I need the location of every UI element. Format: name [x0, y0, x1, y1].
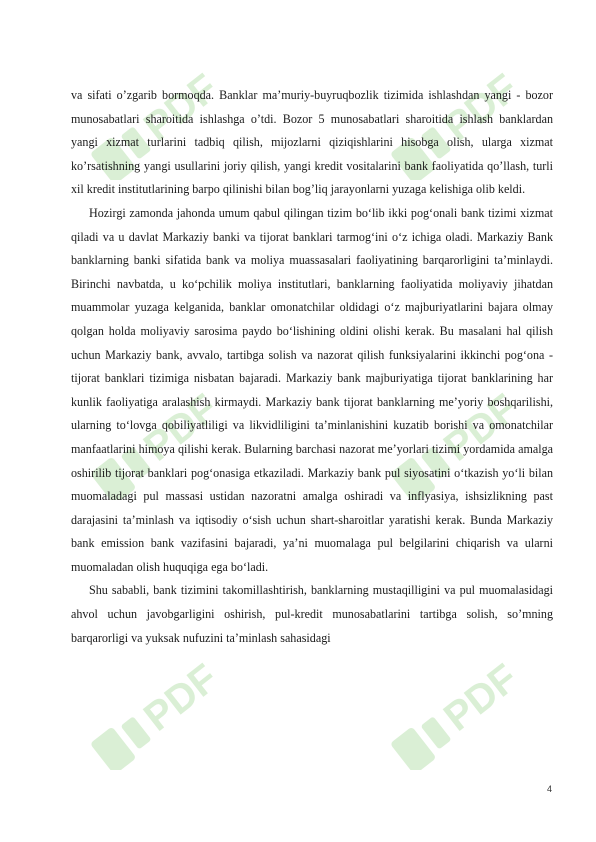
paragraph-1: va sifati o’zgarib bormoqda. Banklar ma’muriy-buyruqbozlik tizimida ishlashdan yangi - bozor munosabatlari sharoitida ishlashga o’tdi. Bozor 5 munosabatlari sharoitida ishlash banklardan yangi xizmat turlarini tadbiq qilish, mijozlarni qiziqishlarini hisobga olish, ularga xizmat ko’rsatishning yangi usullarini joriy qilish, yangi kredit vositalarini bank faoliyatida qo’llash, turli xil kredit institutlarining barpo qilinishi bilan bog’liq jarayonlarni yuzaga kelishiga olib keldi.	[71, 88, 553, 197]
document-body	[71, 84, 553, 650]
svg-text:PDF: PDF	[135, 65, 227, 150]
svg-text:PDF: PDF	[435, 65, 527, 150]
paragraph-3: Shu sababli, bank tizimini takomillashtirish, banklarning mustaqilligini va pul muomalasidagi ahvol uchun javobgarligini oshirish, pul-kredit munosabatlarini tartibga solish, so’mning barqarorligi va yuksak nufuzini ta’minlash sahasidagi	[71, 583, 553, 645]
pdf-watermark-icon	[60, 630, 280, 770]
page-number: 4	[546, 784, 552, 794]
paragraph-2: Hozirgi zamonda jahonda umum qabul qilingan tizim bo‘lib ikki pog‘onali bank tizimi xizmat qiladi va u davlat Markaziy banki va tijorat banklari tarmog‘ini o‘z ichiga oladi. Markaziy Bank banklarning banki sifatida bank va moliya muassasalari faoliyatining barqarorligini ta’minlaydi. Birinchi navbatda, u ko‘pchilik moliya institutlari, banklarning faoliyatida moliyaviy jihatdan muammolar yuzaga kelganida, banklar omonatchilar oldidagi o‘z majburiyatlarini bajara olmay qolgan holda moliyaviy sarosima paydo bo‘lishining oldini olishi kerak. Bu masalani hal qilish uchun Markaziy bank, avvalo, tartibga solish va nazorat qilish funksiyalarini ikkinchi pog‘ona - tijorat banklari tizimiga nisbatan bajaradi. Markaziy bank majburiyatiga tijorat banklarining har kunlik faoliyatiga aralashish kirmaydi. Markaziy bank tijorat banklarning me’yoriy boshqarilishi, ularning to‘lovga qobiliyatliligi va likvidliligini ta’minlanishini kuzatib borishi va omonatchilar manfaatlarini himoya qilishi kerak. Bularning barchasi nazorat me’yorlari tizimi yordamida amalga oshirilib tijorat banklari pog‘onasiga etkaziladi. Markaziy bank pul siyosatini o‘tkazish yo‘li bilan muomaladagi pul massasi ustidan nazoratni amalga oshiradi va inflyasiya, ishsizlikning past darajasini ta’minlash va iqtisodiy o‘sish uchun shart-sharoitlar yaratishi kerak. Bunda Markaziy bank emission bank vazifasini bajaradi, ya’ni muomalaga pul belgilarini chiqarish va ularni muomaladan olish huquqiga ega bo‘ladi.	[71, 205, 553, 574]
svg-text:PDF: PDF	[135, 385, 227, 470]
svg-text:PDF: PDF	[135, 655, 227, 740]
svg-text:PDF: PDF	[435, 655, 527, 740]
svg-text:PDF: PDF	[435, 385, 527, 470]
pdf-watermark-icon	[360, 630, 580, 770]
